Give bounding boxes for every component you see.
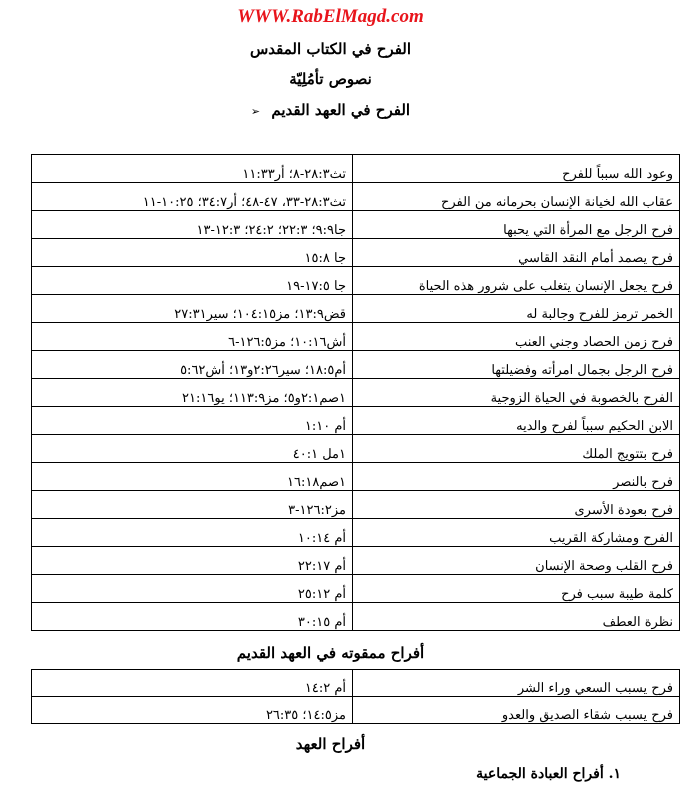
table-row bbox=[32, 155, 680, 183]
topic-cell: الفرح بالخصوبة في الحياة الزوجية bbox=[353, 379, 680, 407]
reference-cell: جا٩:٩؛ ٢٢:٣؛ ٢٤:٢؛ ١٢:٣-١٣ bbox=[32, 211, 353, 239]
reference-cell: تث٢٨:٣-٨؛ أر١١:٣٣ bbox=[32, 155, 353, 183]
topic-cell: فرح يجعل الإنسان يتغلب على شرور هذه الحياة bbox=[353, 267, 680, 295]
topic-cell: نظرة العطف bbox=[353, 603, 680, 631]
reference-cell: أم ٢٥:١٢ bbox=[32, 575, 353, 603]
section-heading-text: الفرح في العهد القديم bbox=[271, 101, 411, 119]
topic-cell: الفرح ومشاركة القريب bbox=[353, 519, 680, 547]
table-row bbox=[32, 575, 680, 603]
reference-cell: ١صم٢:١و٥؛ مز١١٣:٩؛ يو٢١:١٦ bbox=[32, 379, 353, 407]
topic-cell: كلمة طيبة سبب فرح bbox=[353, 575, 680, 603]
topic-cell: فرح زمن الحصاد وجني العنب bbox=[353, 323, 680, 351]
reference-cell: قض١٣:٩؛ مز١٠٤:١٥؛ سير٢٧:٣١ bbox=[32, 295, 353, 323]
topic-cell: فرح بتتويج الملك bbox=[353, 435, 680, 463]
table-row bbox=[32, 697, 680, 724]
topic-cell: الابن الحكيم سبباً لفرح والديه bbox=[353, 407, 680, 435]
topic-cell: الخمر ترمز للفرح وجالبة له bbox=[353, 295, 680, 323]
topic-cell: وعود الله سبباً للفرح bbox=[353, 155, 680, 183]
reference-cell: أم ٢٢:١٧ bbox=[32, 547, 353, 575]
table-row bbox=[32, 183, 680, 211]
site-url[interactable]: WWW.RabElMagd.com bbox=[237, 6, 424, 27]
table-row bbox=[32, 239, 680, 267]
reference-cell: أم ١٤:٢ bbox=[32, 670, 353, 697]
joy-references-table bbox=[31, 154, 680, 631]
reference-cell: أش١٠:١٦؛ مز١٢٦:٥-٦ bbox=[32, 323, 353, 351]
table-row bbox=[32, 267, 680, 295]
table-row bbox=[32, 603, 680, 631]
reference-cell: أم١٨:٥؛ سير٢:٢٦و١٣؛ أش٥:٦٢ bbox=[32, 351, 353, 379]
reference-cell: ١مل ٤٠:١ bbox=[32, 435, 353, 463]
bullet-arrow-icon: ➢ bbox=[250, 105, 261, 118]
reference-cell: أم ١:١٠ bbox=[32, 407, 353, 435]
table-row bbox=[32, 211, 680, 239]
table-row bbox=[32, 435, 680, 463]
table-row bbox=[32, 463, 680, 491]
table-row bbox=[32, 323, 680, 351]
topic-cell: فرح الرجل بجمال امرأته وفضيلتها bbox=[353, 351, 680, 379]
subheading-hated-joys: أفراح ممقوته في العهد القديم bbox=[236, 644, 425, 662]
hated-joys-table bbox=[31, 669, 680, 724]
topic-cell: فرح يسبب السعي وراء الشر bbox=[353, 670, 680, 697]
topic-cell: فرح بالنصر bbox=[353, 463, 680, 491]
table-row bbox=[32, 407, 680, 435]
reference-cell: مز١٢٦:٢-٣ bbox=[32, 491, 353, 519]
subheading-covenant-joys: أفراح العهد bbox=[295, 735, 366, 753]
table-row bbox=[32, 670, 680, 697]
topic-cell: فرح يسبب شقاء الصديق والعدو bbox=[353, 697, 680, 724]
table-row bbox=[32, 519, 680, 547]
section-heading bbox=[0, 101, 661, 119]
reference-cell: أم ١٠:١٤ bbox=[32, 519, 353, 547]
page-title: الفرح في الكتاب المقدس bbox=[249, 40, 412, 58]
table-row bbox=[32, 351, 680, 379]
topic-cell: فرح يصمد أمام النقد القاسي bbox=[353, 239, 680, 267]
topic-cell: عقاب الله لخيانة الإنسان بحرمانه من الفرح bbox=[353, 183, 680, 211]
page-subtitle: نصوص تأمُلِيّة bbox=[289, 70, 372, 88]
table-row bbox=[32, 547, 680, 575]
numbered-list-item: ١. أفراح العبادة الجماعية bbox=[476, 766, 621, 782]
reference-cell: ١صم١٦:١٨ bbox=[32, 463, 353, 491]
table-row bbox=[32, 295, 680, 323]
reference-cell: تث٢٨:٣-٣٣، ٤٧-٤٨؛ أر٣٤:٧؛ ١٠:٢٥-١١ bbox=[32, 183, 353, 211]
reference-cell: جا ١٥:٨ bbox=[32, 239, 353, 267]
table-row bbox=[32, 379, 680, 407]
topic-cell: فرح بعودة الأسرى bbox=[353, 491, 680, 519]
reference-cell: مز١٤:٥؛ ٢٦:٣٥ bbox=[32, 697, 353, 724]
reference-cell: جا ١٧:٥-١٩ bbox=[32, 267, 353, 295]
topic-cell: فرح القلب وصحة الإنسان bbox=[353, 547, 680, 575]
topic-cell: فرح الرجل مع المرأة التي يحبها bbox=[353, 211, 680, 239]
reference-cell: أم ٣٠:١٥ bbox=[32, 603, 353, 631]
table-row bbox=[32, 491, 680, 519]
